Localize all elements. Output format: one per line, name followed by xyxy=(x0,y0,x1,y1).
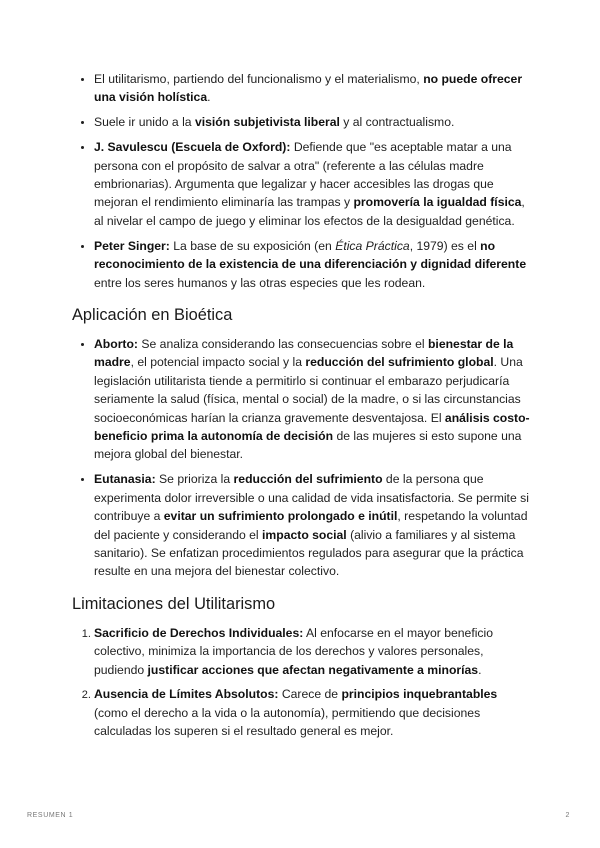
page-content xyxy=(72,70,534,747)
list-item: • Eutanasia: Se prioriza la reducción del sufrimiento de la persona que experimenta dolor irreversible o una calidad de vida insatisfactoria. Se permite si contribuye a evitar un sufrimiento prolongado e inútil, respetando la voluntad del paciente y considerando el impacto social (alivio a familiares y al sistema sanitario). Se enfatizan procedimientos regulados para asegurar que la práctica resulte en una mejora del bienestar colectivo. xyxy=(94,470,534,580)
list-item: • El utilitarismo, partiendo del funcionalismo y el materialismo, no puede ofrecer una visión holística. xyxy=(94,70,534,107)
list-item: • Aborto: Se analiza considerando las consecuencias sobre el bienestar de la madre, el potencial impacto social y la reducción del sufrimiento global. Una legislación utilitarista tiende a permitirlo si continuar el embarazo perjudicaría seriamente la salud (física, mental o social) de la madre, o si las circunstancias socioeconómicas harían la crianza gravemente desventajosa. El análisis costo-beneficio prima la autonomía de decisión de las mujeres si esto supone una mejora global del bienestar. xyxy=(94,335,534,464)
bioetica-bullet-list xyxy=(72,335,534,581)
intro-bullet-list xyxy=(72,70,534,292)
list-item: • Suele ir unido a la visión subjetivista liberal y al contractualismo. xyxy=(94,113,534,131)
section-heading-bioetica: Aplicación en Bioética xyxy=(72,305,233,324)
list-item: 1. Sacrificio de Derechos Individuales: Al enfocarse en el mayor beneficio colectivo, minimiza la importancia de los derechos y valores personales, pudiendo justificar acciones que afectan negativamente a minorías. xyxy=(94,624,534,679)
list-item: • J. Savulescu (Escuela de Oxford): Defiende que "es aceptable matar a una persona con el propósito de salvar a otra" (referente a las células madre embrionarias). Argumenta que legalizar y hacer accesibles las drogas que mejoran el rendimiento eliminaría las trampas y promovería la igualdad física, al nivelar el campo de juego y eliminar los efectos de la desigualdad genética. xyxy=(94,138,534,230)
limitaciones-numbered-list xyxy=(72,624,534,741)
footer-label: RESUMEN 1 xyxy=(27,812,74,819)
list-item: • Peter Singer: La base de su exposición (en Ética Práctica, 1979) es el no reconocimiento de la existencia de una diferenciación y dignidad diferente entre los seres humanos y las otras especies que les rodean. xyxy=(94,237,534,292)
section-heading-limitaciones: Limitaciones del Utilitarismo xyxy=(72,594,276,613)
list-item: 2. Ausencia de Límites Absolutos: Carece de principios inquebrantables (como el derecho a la vida o la autonomía), permitiendo que decisiones calculadas los superen si el resultado general es mejor. xyxy=(94,685,534,740)
page-number: 2 xyxy=(565,812,570,819)
